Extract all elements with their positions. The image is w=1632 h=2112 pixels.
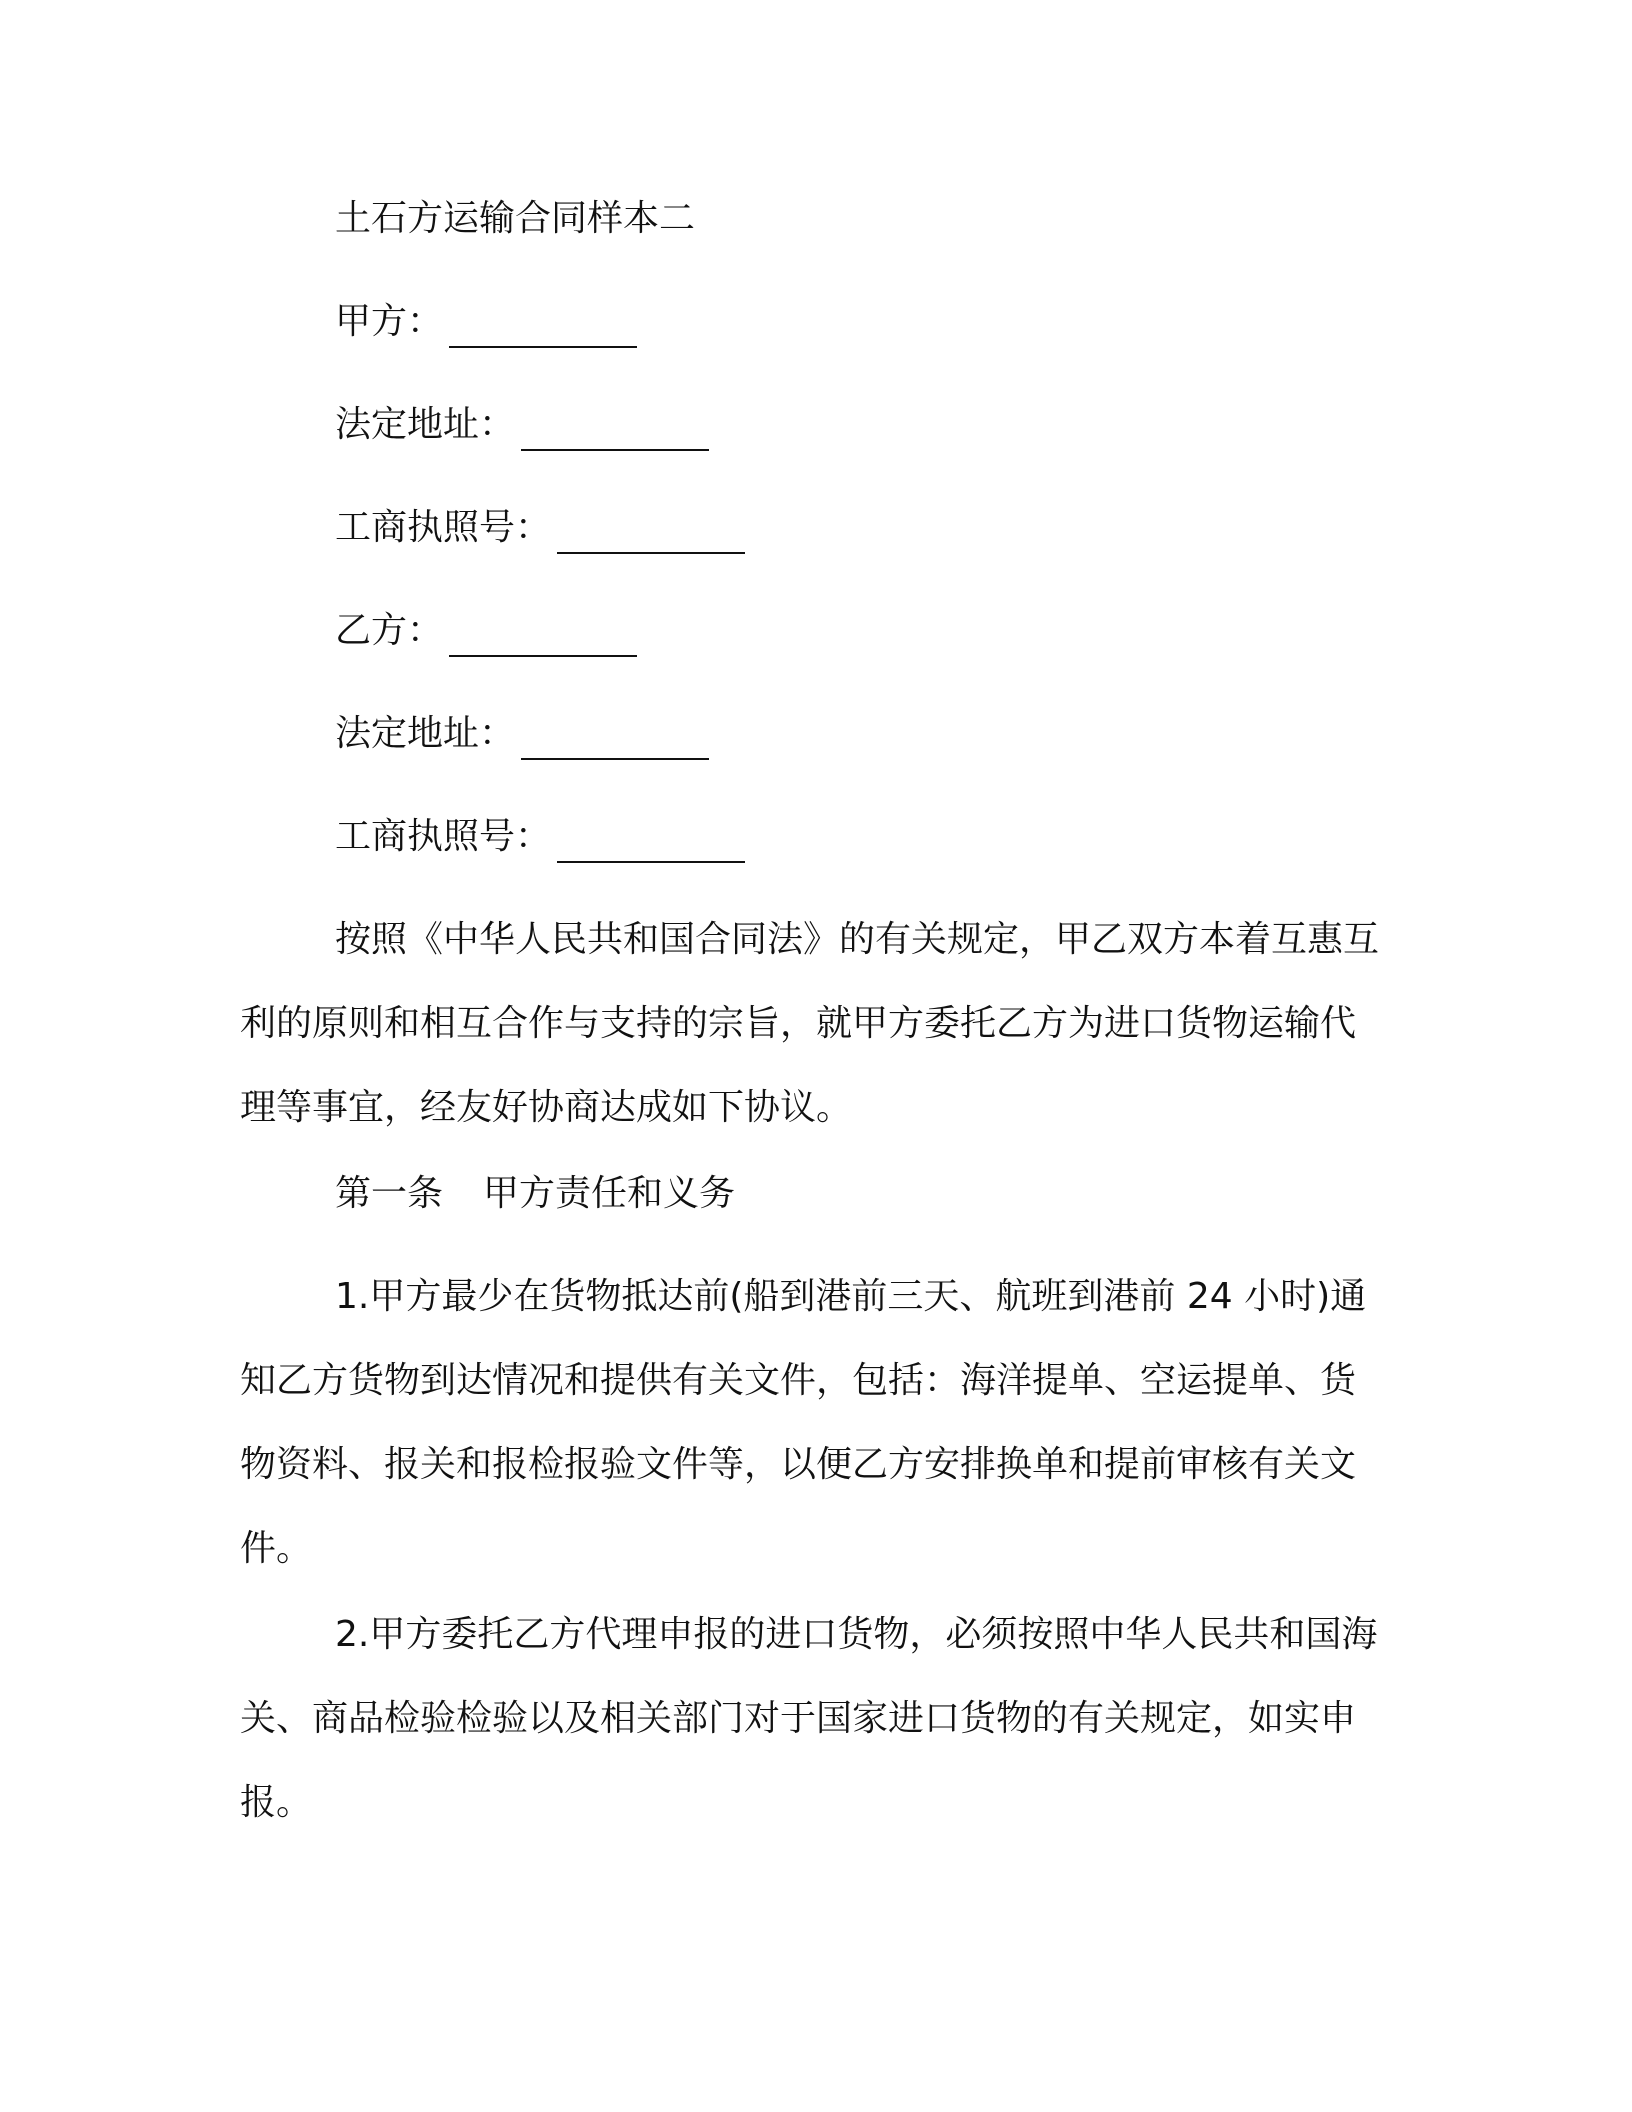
party-b-address-label: 法定地址：: [335, 713, 516, 754]
party-a-address-row: [335, 399, 709, 451]
article-1-title: 甲方责任和义务: [483, 1173, 736, 1214]
document-title: 土石方运输合同样本二: [335, 198, 696, 239]
party-b-blank: [449, 617, 637, 657]
preamble-paragraph: 按照《中华人民共和国合同法》的有关规定，甲乙双方本着互惠互利的原则和相互合作与支持的宗旨，就甲方委托乙方为进口货物运输代理等事宜，经友好协商达成如下协议。: [240, 919, 1380, 1128]
party-b-license-label: 工商执照号：: [335, 816, 552, 857]
party-b-address-row: [335, 708, 709, 760]
party-a-address-blank: [521, 411, 709, 451]
party-b-license-blank: [557, 823, 745, 863]
clause-1-paragraph: 1.甲方最少在货物抵达前(船到港前三天、航班到港前 24 小时)通知乙方货物到达情况和提供有关文件，包括：海洋提单、空运提单、货物资料、报关和报检报验文件等，以便乙方安排换单和提前审核有关文件。: [240, 1276, 1367, 1569]
clause-2-paragraph: 2.甲方委托乙方代理申报的进口货物，必须按照中华人民共和国海关、商品检验检验以及相关部门对于国家进口货物的有关规定，如实申报。: [240, 1614, 1378, 1823]
party-b-label: 乙方：: [335, 610, 444, 651]
party-b-row: [335, 605, 637, 657]
article-1-heading: [335, 1168, 735, 1220]
article-1-number: 第一条: [335, 1173, 444, 1214]
party-b-license-row: [335, 811, 745, 863]
party-a-label: 甲方：: [335, 301, 444, 342]
party-b-address-blank: [521, 720, 709, 760]
party-a-row: [335, 296, 637, 348]
party-a-license-label: 工商执照号：: [335, 507, 552, 548]
party-a-blank: [449, 308, 637, 348]
party-a-license-blank: [557, 514, 745, 554]
party-a-address-label: 法定地址：: [335, 404, 516, 445]
party-a-license-row: [335, 502, 745, 554]
